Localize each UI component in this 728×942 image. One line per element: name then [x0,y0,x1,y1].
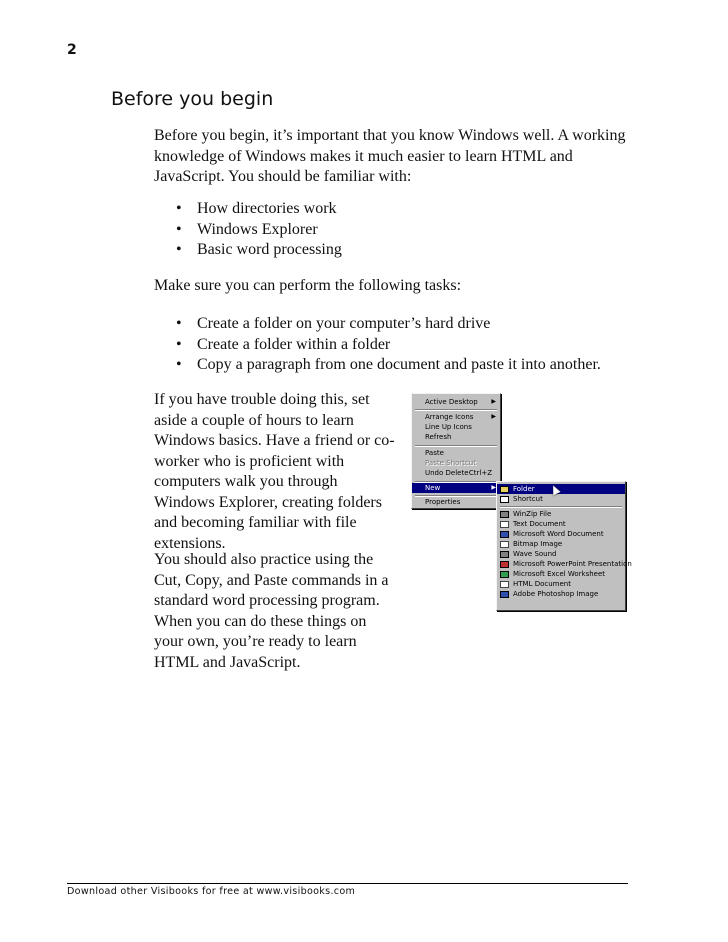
menu-item-undo-delete[interactable]: Undo Delete Ctrl+Z [425,469,492,477]
shortcut-icon [500,496,509,503]
intro-text: Before you begin, it’s important that you know Windows well. A working knowledge of Windows makes it much easier to learn HTML and JavaScript. You should be familiar with: [154,127,626,185]
menu-item-refresh[interactable]: Refresh [425,433,452,441]
new-submenu [496,481,632,611]
familiar-list [176,199,342,261]
intro-paragraph [154,126,634,188]
winzip-icon [500,511,509,518]
menu-separator [500,506,622,508]
submenu-item-text-document[interactable]: Text Document [497,519,625,529]
page-number: 2 [67,42,77,58]
menu-separator [415,409,497,411]
submenu-item-winzip[interactable]: WinZip File [497,509,625,519]
footer-text: Download other Visibooks for free at www.visibooks.com [67,886,356,897]
submenu-item-excel[interactable]: Microsoft Excel Worksheet [497,569,625,579]
shortcut-label: Ctrl+Z [468,469,492,477]
excel-icon [500,571,509,578]
list-item: • How directories work [176,199,342,220]
menu-item-properties[interactable]: Properties [425,498,461,506]
powerpoint-icon [500,561,509,568]
submenu-item-powerpoint[interactable]: Microsoft PowerPoint Presentation [497,559,625,569]
submenu-item-photoshop[interactable]: Adobe Photoshop Image [497,589,625,599]
html-document-icon [500,581,509,588]
tasks-intro: Make sure you can perform the following tasks: [154,277,462,294]
submenu-item-bitmap[interactable]: Bitmap Image [497,539,625,549]
submenu-item-html-document[interactable]: HTML Document [497,579,625,589]
practice-text: You should also practice using the Cut, Copy, and Paste commands in a standard word processing program. When you can do these things on your own, you’re ready to learn HTML and JavaScript. [154,551,389,671]
menu-item-paste[interactable]: Paste [425,449,444,457]
list-item: • Create a folder on your computer’s hard drive [176,314,601,335]
tasks-list [176,314,601,376]
menu-separator [415,445,497,447]
list-item: • Windows Explorer [176,220,342,241]
trouble-text: If you have trouble doing this, set aside a couple of hours to learn Windows basics. Have a friend or co-worker who is proficient with computers walk you through Windows Explorer, creating folders and becoming familiar with file extensions. [154,391,395,552]
trouble-paragraph [154,390,399,554]
menu-item-arrange-icons[interactable]: Arrange Icons ▶ [425,413,496,421]
word-document-icon [500,531,509,538]
practice-paragraph [154,550,399,673]
submenu-arrow-icon: ▶ [491,398,496,405]
menu-item-active-desktop[interactable]: Active Desktop ▶ [425,398,496,406]
submenu-item-folder[interactable]: Folder [497,484,625,494]
footer-divider [67,883,628,884]
desktop-context-menu [411,393,501,509]
submenu-arrow-icon: ▶ [491,413,496,420]
section-heading: Before you begin [111,88,274,110]
menu-item-new[interactable]: New ▶ [412,483,500,493]
submenu-arrow-icon: ▶ [491,484,496,491]
list-item: • Create a folder within a folder [176,335,601,356]
list-item: • Copy a paragraph from one document and paste it into another. [176,355,601,376]
submenu-item-word-document[interactable]: Microsoft Word Document [497,529,625,539]
list-item: • Basic word processing [176,240,342,261]
submenu-item-wave-sound[interactable]: Wave Sound [497,549,625,559]
photoshop-icon [500,591,509,598]
menu-item-paste-shortcut: Paste Shortcut [425,459,476,467]
wave-sound-icon [500,551,509,558]
submenu-item-shortcut[interactable]: Shortcut [497,494,625,504]
text-document-icon [500,521,509,528]
folder-icon [500,486,509,493]
menu-item-line-up-icons[interactable]: Line Up Icons [425,423,472,431]
bitmap-icon [500,541,509,548]
